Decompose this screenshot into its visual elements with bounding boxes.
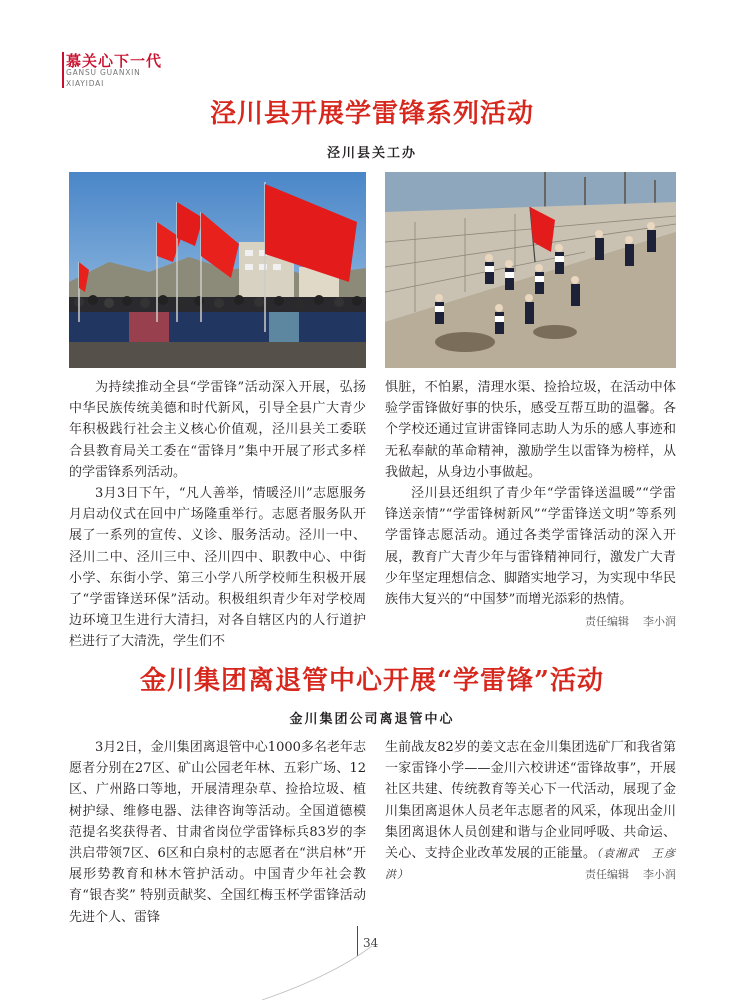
logo-title: 慕关心下一代 — [66, 52, 163, 70]
article-1-paragraph-2: 3月3日下午，“凡人善举，情暖泾川”志愿服务月启动仪式在回中广场隆重举行。志愿者服务队开展了一系列的宣传、义诊、服务活动。泾川一中、泾川二中、泾川三中、泾川四中、职教中心、中街小学、东街小学、第三小学八所学校师生积极开展了“学雷锋送环保”活动。积极组织青少年对学校周边环境卫生进行大清扫，对各自辖区内的人行道护栏进行了大清洗，学生们不 — [69, 486, 366, 650]
article-2-paragraph-1-continued-text: 生前战友82岁的姜文志在金川集团选矿厂和我省第一家雷锋小学——金川六校讲述“雷锋故事”，开展社区共建、传统教育等关心下一代活动，展现了金川集团离退休人员老年志愿者的风采，体现出金川集团离退休人员创建和谐与企业同呼吸、共命运、关心、支持企业改革发展的正能量。 — [385, 740, 676, 862]
article-2-column-1 — [69, 737, 366, 928]
editor-name: 李小润 — [643, 615, 676, 628]
article-2-byline: 金川集团公司离退管中心 — [289, 712, 455, 727]
article-1-column-1 — [69, 377, 366, 653]
article-1-byline: 泾川县关工办 — [326, 146, 417, 161]
editor-label: 责任编辑 — [585, 868, 629, 881]
article-2-editor-credit — [585, 866, 676, 882]
article-1-photo-cleanup — [385, 172, 676, 368]
article-1-title: 泾川县开展学雷锋系列活动 — [209, 99, 534, 129]
article-1-photo-ceremony — [69, 172, 366, 368]
page-number: 34 — [363, 936, 379, 950]
logo-subtitle-1: GANSU GUANXIN — [66, 68, 141, 77]
article-1-paragraph-3: 泾川县还组织了青少年“学雷锋送温暖”“学雷锋送亲情”“学雷锋树新风”“学雷锋送文明”等系列学雷锋志愿活动。通过各类学雷锋活动的深入开展，教育广大青少年与雷锋精神同行，激发广大青少年坚定理想信念、脚踏实地学习，为实现中华民族伟大复兴的“中国梦”而增光添彩的热情。 — [385, 486, 676, 608]
logo-accent-bar — [62, 52, 64, 88]
editor-label: 责任编辑 — [585, 615, 629, 628]
article-2-paragraph-1: 3月2日，金川集团离退管中心1000多名老年志愿者分别在27区、矿山公园老年林、五彩广场、12区、广州路口等地，开展清理杂草、捡拾垃圾、植树护绿、维修电器、法律咨询等活动。全国道德模范提名奖获得者、甘肃省岗位学雷锋标兵83岁的李洪启带领7区、6区和白泉村的志愿者在“洪启林”开展形势教育和林木管护活动。中国青少年社会教育“银杏奖” 特别贡献奖、全国红梅玉杯学雷锋活动先进个人、雷锋 — [69, 740, 366, 925]
article-1-paragraph-2-continued: 惧脏，不怕累，清理水渠、捡拾垃圾，在活动中体验学雷锋做好事的快乐，感受互帮互助的温馨。各个学校还通过宣讲雷锋同志助人为乐的感人事迹和无私奉献的革命精神，激励学生以雷锋为榜样，从我做起，从身边小事做起。 — [385, 380, 676, 480]
magazine-logo — [66, 50, 176, 94]
page-corner-decoration — [262, 946, 372, 1000]
article-2-title: 金川集团离退管中心开展“学雷锋”活动 — [140, 666, 604, 696]
editor-name: 李小润 — [643, 868, 676, 881]
article-2-paragraph-1-continued — [385, 737, 676, 885]
article-2-signature: （袁湘武 王彦洪） — [385, 847, 676, 882]
article-1-paragraph-1: 为持续推动全县“学雷锋”活动深入开展，弘扬中华民族传统美德和时代新风，引导全县广大青少年积极践行社会主义核心价值观，泾川县关工委联合县教育局关工委在“雷锋月”集中开展了形式多样的学雷锋系列活动。 — [69, 380, 366, 480]
article-2-column-2 — [385, 737, 676, 885]
article-1-editor-credit — [585, 613, 676, 629]
article-1-column-2 — [385, 377, 676, 610]
logo-subtitle-2: XIAYIDAI — [66, 79, 105, 88]
